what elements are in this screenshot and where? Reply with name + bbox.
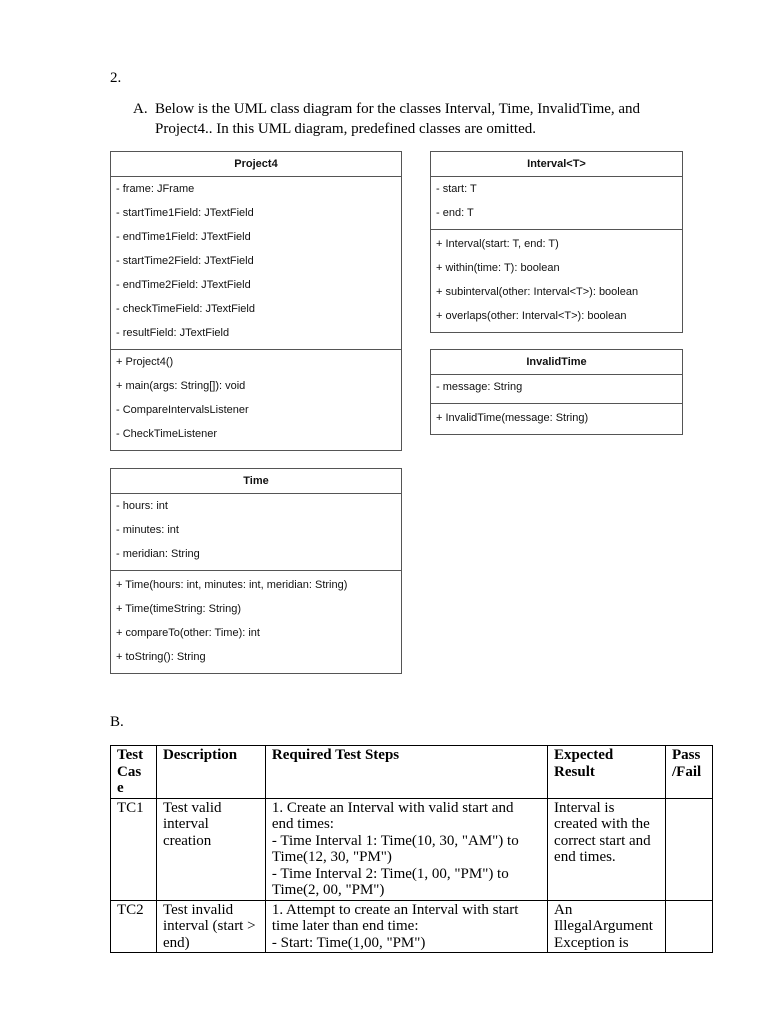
cell-line: Interval is — [554, 799, 615, 816]
uml-method: + toString(): String — [116, 651, 206, 663]
uml-class-invalid-time — [430, 349, 683, 435]
cell-line: Test invalid — [162, 901, 234, 918]
part-a-text — [155, 101, 640, 138]
header-text: Test — [117, 747, 144, 763]
uml-method: + within(time: T): boolean — [436, 262, 560, 274]
uml-attributes — [111, 494, 401, 571]
part-b-label: B. — [110, 714, 124, 730]
cell-test-case-id: TC2 — [111, 900, 157, 953]
uml-attribute: - meridian: String — [116, 548, 200, 560]
cell-line: 1. Create an Interval with valid start and — [271, 799, 514, 816]
uml-attributes — [431, 375, 682, 404]
part-a-text-line: Project4.. In this UML diagram, predefined classes are omitted. — [155, 121, 536, 137]
cell-line: Exception is — [554, 934, 629, 951]
uml-attribute: - minutes: int — [116, 524, 179, 536]
header-text: /Fail — [672, 763, 702, 780]
uml-attribute: - endTime1Field: JTextField — [116, 231, 251, 243]
cell-steps — [265, 798, 547, 900]
cell-line: Time(2, 00, "PM") — [271, 882, 385, 898]
cell-line: correct start and — [554, 832, 651, 849]
header-test-case — [111, 746, 157, 799]
question-number: 2. — [110, 70, 122, 86]
header-text: Cas — [117, 763, 142, 780]
uml-class-project4 — [110, 151, 402, 451]
uml-method: + Project4() — [116, 356, 174, 368]
uml-method: - CheckTimeListener — [116, 428, 218, 440]
uml-attribute: - resultField: JTextField — [116, 327, 230, 339]
cell-line: Time(12, 30, "PM") — [271, 849, 392, 865]
table-row — [111, 798, 713, 900]
cell-line: - Time Interval 1: Time(10, 30, "AM") to — [271, 832, 519, 849]
cell-line: end times: — [271, 816, 334, 832]
cell-line: end) — [162, 934, 190, 951]
uml-attribute: - end: T — [436, 207, 474, 219]
uml-class-name: Interval<T> — [431, 152, 682, 177]
header-text: Pass — [672, 747, 701, 763]
uml-class-name: Time — [111, 469, 401, 494]
uml-attribute: - startTime1Field: JTextField — [116, 207, 254, 219]
uml-class-interval — [430, 151, 683, 333]
header-expected — [548, 746, 666, 799]
uml-attribute: - start: T — [436, 183, 477, 195]
cell-line: IllegalArgument — [554, 918, 653, 934]
cell-line: - Time Interval 2: Time(1, 00, "PM") to — [271, 865, 509, 882]
cell-steps — [265, 900, 547, 953]
uml-methods — [431, 404, 682, 434]
uml-methods — [111, 571, 401, 673]
uml-class-time — [110, 468, 402, 674]
uml-methods — [111, 350, 401, 450]
uml-class-name: InvalidTime — [431, 350, 682, 375]
uml-method: + Time(hours: int, minutes: int, meridian: String) — [116, 579, 348, 591]
test-case-table — [110, 745, 713, 953]
uml-attribute: - frame: JFrame — [116, 183, 195, 195]
header-pass-fail — [666, 746, 713, 799]
header-text: e — [117, 780, 124, 796]
cell-expected — [548, 798, 666, 900]
cell-description — [156, 900, 265, 953]
header-text: Result — [554, 763, 595, 780]
cell-line: An — [554, 901, 573, 918]
table-row — [111, 900, 713, 953]
uml-method: + compareTo(other: Time): int — [116, 627, 260, 639]
header-description: Description — [156, 746, 265, 799]
uml-method: - CompareIntervalsListener — [116, 404, 249, 416]
cell-line: Test valid — [162, 799, 222, 816]
cell-test-case-id: TC1 — [111, 798, 157, 900]
uml-attribute: - checkTimeField: JTextField — [116, 303, 255, 315]
uml-method: + overlaps(other: Interval<T>): boolean — [436, 310, 627, 322]
uml-attributes — [431, 177, 682, 230]
uml-attributes — [111, 177, 401, 350]
cell-line: time later than end time: — [271, 918, 419, 934]
cell-expected — [548, 900, 666, 953]
cell-description — [156, 798, 265, 900]
cell-line: creation — [162, 832, 212, 849]
cell-line: created with the — [554, 816, 650, 832]
uml-attribute: - message: String — [436, 381, 523, 393]
uml-attribute: - endTime2Field: JTextField — [116, 279, 251, 291]
part-a-label: A. — [133, 101, 148, 117]
uml-method: + Interval(start: T, end: T) — [436, 238, 559, 250]
cell-line: 1. Attempt to create an Interval with start — [271, 901, 519, 918]
header-steps: Required Test Steps — [265, 746, 547, 799]
cell-line: end times. — [554, 849, 616, 865]
uml-method: + InvalidTime(message: String) — [436, 412, 589, 424]
uml-attribute: - hours: int — [116, 500, 168, 512]
header-text: Expected — [554, 747, 614, 763]
part-a-text-line: Below is the UML class diagram for the classes Interval, Time, InvalidTime, and — [155, 101, 641, 117]
uml-class-name: Project4 — [111, 152, 401, 177]
cell-line: - Start: Time(1,00, "PM") — [271, 934, 426, 951]
uml-method: + main(args: String[]): void — [116, 380, 246, 392]
table-header-row — [111, 746, 713, 799]
cell-line: interval (start > — [162, 918, 256, 934]
uml-attribute: - startTime2Field: JTextField — [116, 255, 254, 267]
uml-method: + Time(timeString: String) — [116, 603, 242, 615]
cell-line: interval — [162, 816, 209, 832]
cell-pass-fail — [666, 798, 713, 900]
uml-method: + subinterval(other: Interval<T>): boolean — [436, 286, 639, 298]
uml-methods — [431, 230, 682, 332]
cell-pass-fail — [666, 900, 713, 953]
